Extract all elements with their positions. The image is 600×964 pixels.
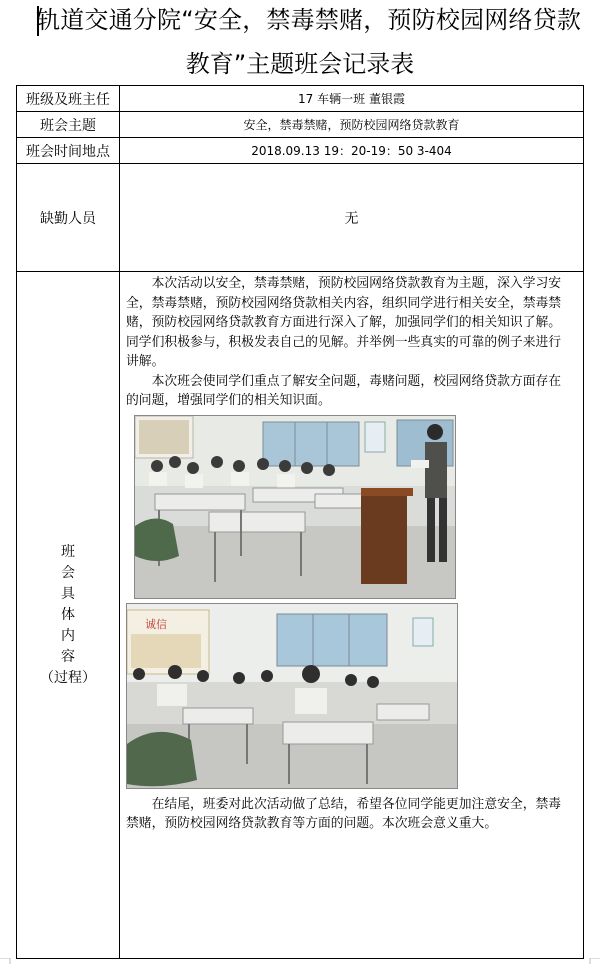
page-corner-marks bbox=[0, 958, 600, 964]
row-content bbox=[17, 272, 584, 959]
content-label-char: 会 bbox=[61, 564, 75, 581]
content-paragraph-2: 本次班会使同学们重点了解安全问题，毒赌问题，校园网络贷款方面存在的问题，增强同学们的相关知识面。 bbox=[126, 373, 562, 408]
time-value: 2018.09.13 19：20-19：50 3-404 bbox=[120, 138, 584, 164]
content-label bbox=[17, 272, 120, 959]
row-theme bbox=[17, 112, 584, 138]
class-label: 班级及班主任 bbox=[17, 86, 120, 112]
class-value: 17 车辆一班 董银霞 bbox=[120, 86, 584, 112]
title-line-1: 轨道交通分院“安全，禁毒禁赌，预防校园网络贷款 bbox=[36, 6, 582, 34]
content-paragraph-1: 本次活动以安全，禁毒禁赌，预防校园网络贷款教育为主题，深入学习安全，禁毒禁赌，预防校园网络贷款相关内容，组织同学进行相关安全，禁毒禁赌，预防校园网络贷款教育方面进行深入了解，加强同学们的相关知识了解。同学们积极参与，积极发表自己的见解。并举例一些真实的可靠的例子来进行讲解。 bbox=[126, 276, 562, 369]
content-label-vertical bbox=[17, 542, 119, 689]
row-class bbox=[17, 86, 584, 112]
content-label-char: 班 bbox=[61, 543, 75, 560]
row-time bbox=[17, 138, 584, 164]
photo-1-illustration bbox=[135, 416, 456, 599]
title-line-2: 教育”主题班会记录表 bbox=[185, 50, 415, 78]
content-paragraph-3: 在结尾，班委对此次活动做了总结，希望各位同学能更加注意安全，禁毒禁赌，预防校园网络贷款教育等方面的问题。本次班会意义重大。 bbox=[126, 796, 562, 831]
class-meeting-photo-1 bbox=[134, 415, 456, 599]
content-label-char: 内 bbox=[61, 627, 75, 644]
photo-2-sign-text: 诚信 bbox=[145, 617, 167, 631]
time-label: 班会时间地点 bbox=[17, 138, 120, 164]
content-label-char: 容 bbox=[61, 648, 75, 665]
absent-label: 缺勤人员 bbox=[17, 164, 120, 272]
record-table bbox=[16, 85, 584, 959]
content-body bbox=[120, 272, 584, 959]
theme-label: 班会主题 bbox=[17, 112, 120, 138]
content-label-char: 体 bbox=[61, 606, 75, 623]
content-label-char: 具 bbox=[61, 585, 75, 602]
photo-2-illustration bbox=[127, 604, 458, 789]
content-label-note: （过程） bbox=[40, 669, 96, 686]
theme-value: 安全，禁毒禁赌，预防校园网络贷款教育 bbox=[120, 112, 584, 138]
absent-value: 无 bbox=[120, 164, 584, 272]
class-meeting-photo-2 bbox=[126, 603, 458, 789]
document-title bbox=[0, 0, 600, 84]
row-absent bbox=[17, 164, 584, 272]
